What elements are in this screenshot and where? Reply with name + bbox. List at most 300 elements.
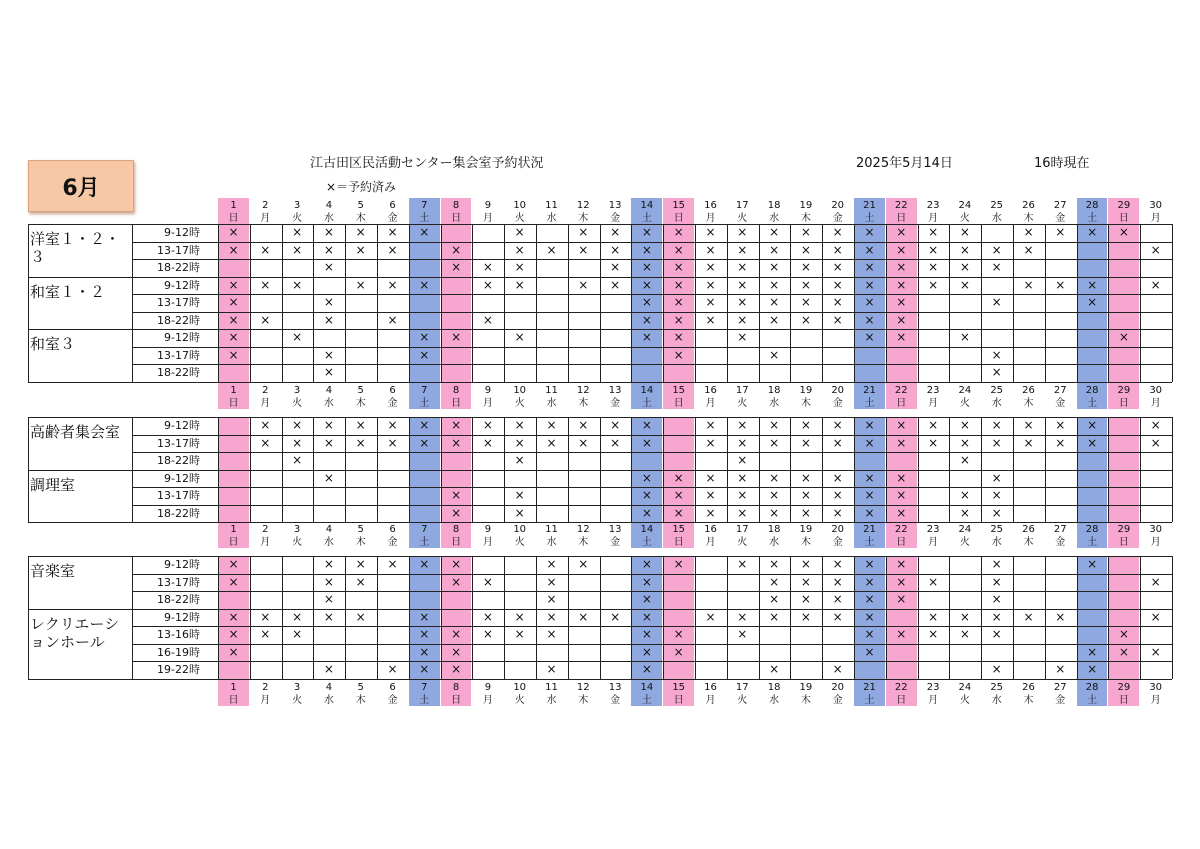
booked-mark: ×	[482, 277, 493, 292]
booked-mark: ×	[991, 295, 1002, 309]
weekday: 木	[1023, 398, 1034, 409]
weekday: 日	[896, 695, 907, 706]
weekday: 水	[991, 398, 1002, 409]
day-number: 3	[293, 385, 301, 396]
booked-mark: ×	[451, 260, 462, 274]
day-col-line	[854, 224, 855, 382]
day-header	[918, 384, 949, 410]
booked-mark: ×	[832, 609, 843, 624]
day-col-line	[663, 556, 664, 679]
weekday: 火	[959, 537, 970, 548]
booked-mark: ×	[1055, 609, 1066, 624]
day-header	[1013, 523, 1044, 549]
booked-mark: ×	[737, 277, 748, 292]
booked-mark: ×	[832, 435, 843, 450]
booked-mark: ×	[578, 609, 589, 624]
day-col-line	[790, 556, 791, 679]
booked-mark: ×	[387, 225, 398, 239]
booked-mark: ×	[673, 627, 684, 641]
day-number: 4	[325, 200, 333, 211]
day-col-line	[536, 556, 537, 679]
booked-mark: ×	[769, 312, 780, 327]
day-number: 2	[262, 524, 269, 535]
booked-mark: ×	[323, 592, 334, 606]
day-header	[886, 523, 917, 549]
booked-mark: ×	[387, 277, 398, 292]
booked-mark: ×	[673, 644, 684, 659]
day-number: 3	[293, 524, 301, 535]
booked-mark: ×	[514, 627, 525, 641]
weekday: 日	[451, 537, 462, 548]
day-header	[759, 681, 790, 707]
booked-mark: ×	[705, 435, 716, 450]
weekday: 土	[864, 695, 875, 706]
booked-mark: ×	[769, 488, 780, 502]
booked-mark: ×	[896, 557, 907, 571]
day-header	[854, 523, 885, 549]
day-col-line	[313, 417, 314, 522]
day-header	[1013, 384, 1044, 410]
booked-mark: ×	[800, 470, 811, 485]
weekday: 土	[419, 213, 430, 224]
day-col-line	[472, 417, 473, 522]
booked-mark: ×	[1023, 418, 1034, 432]
day-col-line	[536, 417, 537, 522]
day-header	[600, 199, 631, 225]
section-left	[28, 556, 29, 679]
booked-mark: ×	[800, 435, 811, 450]
day-number: 28	[1085, 200, 1099, 211]
weekday: 金	[832, 537, 843, 548]
booked-mark: ×	[514, 225, 525, 239]
day-col-line	[631, 224, 632, 382]
booked-mark: ×	[991, 418, 1002, 432]
booked-mark: ×	[355, 609, 366, 624]
day-number: 4	[325, 524, 333, 535]
day-header	[345, 681, 376, 707]
day-number: 7	[421, 524, 428, 535]
booked-mark: ×	[323, 295, 334, 309]
time-slot: 13-17時	[157, 243, 200, 257]
booked-mark: ×	[896, 627, 907, 641]
time-slot: 9-12時	[164, 331, 200, 344]
room-name: レクリエーションホール	[30, 614, 120, 651]
booked-mark: ×	[292, 609, 303, 624]
day-header	[981, 199, 1012, 225]
booked-mark: ×	[419, 627, 430, 641]
day-header	[949, 523, 980, 549]
time-slot: 13-17時	[157, 489, 200, 502]
day-number: 15	[672, 385, 686, 396]
day-number: 16	[704, 385, 717, 396]
day-col-line	[949, 417, 950, 522]
weekday: 日	[1118, 213, 1129, 224]
weekday: 水	[991, 537, 1002, 548]
day-number: 25	[990, 200, 1004, 211]
booked-mark: ×	[991, 470, 1002, 485]
day-number: 1	[230, 524, 237, 535]
booked-mark: ×	[959, 505, 970, 520]
day-header	[536, 199, 567, 225]
day-number: 19	[799, 385, 813, 396]
day-header	[377, 384, 408, 410]
day-number: 29	[1117, 385, 1131, 396]
booked-mark: ×	[228, 609, 239, 624]
day-header	[1045, 681, 1076, 707]
booked-mark: ×	[1087, 662, 1098, 676]
booked-mark: ×	[769, 418, 780, 432]
day-header	[854, 199, 885, 225]
day-col-line	[790, 224, 791, 382]
booked-mark: ×	[610, 418, 621, 432]
day-header	[1140, 681, 1171, 707]
booked-mark: ×	[800, 418, 811, 432]
booked-mark: ×	[673, 488, 684, 502]
booked-mark: ×	[864, 295, 875, 309]
booked-mark: ×	[959, 435, 970, 450]
day-col-line	[409, 417, 410, 522]
day-col-line	[981, 417, 982, 522]
day-number: 8	[452, 200, 460, 211]
booked-mark: ×	[546, 557, 557, 571]
booked-mark: ×	[991, 347, 1002, 362]
booked-mark: ×	[292, 418, 303, 432]
time-slot: 9-12時	[164, 226, 200, 239]
day-number: 12	[576, 200, 590, 211]
booked-mark: ×	[387, 557, 398, 571]
booked-mark: ×	[864, 242, 875, 257]
day-number: 22	[894, 682, 908, 693]
booked-mark: ×	[991, 365, 1002, 379]
booked-mark: ×	[514, 242, 525, 257]
booked-mark: ×	[228, 312, 239, 327]
weekday: 日	[228, 213, 239, 224]
booked-mark: ×	[1150, 609, 1161, 624]
booked-mark: ×	[355, 574, 366, 589]
day-col-line	[949, 224, 950, 382]
booked-mark: ×	[641, 644, 652, 659]
day-header	[1140, 199, 1171, 225]
day-col-line	[250, 417, 251, 522]
booked-mark: ×	[451, 627, 462, 641]
day-header	[727, 681, 758, 707]
day-number: 2	[262, 385, 269, 396]
day-number: 13	[608, 200, 622, 211]
day-header	[250, 523, 281, 549]
booked-mark: ×	[323, 312, 334, 327]
day-header	[918, 523, 949, 549]
day-col-line	[600, 224, 601, 382]
booked-mark: ×	[896, 470, 907, 485]
weekday: 月	[260, 213, 271, 224]
booked-mark: ×	[641, 312, 652, 327]
booked-mark: ×	[673, 505, 684, 520]
weekday: 月	[482, 537, 493, 548]
booked-mark: ×	[705, 609, 716, 624]
booked-mark: ×	[896, 330, 907, 344]
booked-mark: ×	[482, 418, 493, 432]
day-col-line	[409, 556, 410, 679]
booked-mark: ×	[864, 574, 875, 589]
booked-mark: ×	[260, 277, 271, 292]
day-header	[441, 384, 472, 410]
day-header	[313, 384, 344, 410]
day-number: 1	[230, 682, 237, 693]
weekday: 木	[578, 398, 589, 409]
day-number: 14	[640, 200, 654, 211]
booked-mark: ×	[673, 277, 684, 292]
day-header	[409, 523, 440, 549]
booked-mark: ×	[451, 435, 462, 450]
day-number: 5	[357, 682, 364, 693]
day-col-line	[886, 417, 887, 522]
booked-mark: ×	[1087, 557, 1098, 571]
booked-mark: ×	[1087, 277, 1098, 292]
booked-mark: ×	[864, 627, 875, 641]
day-header	[727, 384, 758, 410]
day-col-line	[282, 224, 283, 382]
booked-mark: ×	[737, 505, 748, 520]
booked-mark: ×	[991, 627, 1002, 641]
booked-mark: ×	[419, 644, 430, 659]
booked-mark: ×	[641, 488, 652, 502]
day-number: 5	[357, 524, 364, 535]
weekday: 土	[419, 398, 430, 409]
booked-mark: ×	[864, 488, 875, 502]
day-number: 20	[831, 524, 845, 535]
day-col-line	[441, 417, 442, 522]
time-slot: 13-17時	[157, 296, 200, 309]
day-col-line	[536, 224, 537, 382]
day-header	[949, 199, 980, 225]
day-number: 23	[926, 385, 940, 396]
day-number: 22	[894, 200, 908, 211]
weekday: 金	[1055, 537, 1066, 548]
day-number: 26	[1022, 200, 1035, 211]
day-header	[472, 681, 503, 707]
booked-mark: ×	[800, 505, 811, 520]
booked-mark: ×	[769, 277, 780, 292]
booked-mark: ×	[832, 470, 843, 485]
weekday: 月	[705, 213, 716, 224]
booked-mark: ×	[737, 330, 748, 344]
booked-mark: ×	[546, 242, 557, 257]
booked-mark: ×	[832, 574, 843, 589]
booked-mark: ×	[641, 418, 652, 432]
day-header	[886, 681, 917, 707]
time-slot: 13-16時	[157, 628, 200, 641]
booked-mark: ×	[928, 260, 939, 274]
day-col-line	[218, 556, 219, 679]
day-col-line	[472, 556, 473, 679]
weekday: 木	[800, 695, 811, 706]
booked-mark: ×	[832, 505, 843, 520]
weekday: 日	[673, 537, 684, 548]
booked-mark: ×	[546, 435, 557, 450]
day-header	[663, 199, 694, 225]
booked-mark: ×	[323, 574, 334, 589]
weekday: 水	[991, 695, 1002, 706]
weekday: 木	[355, 537, 366, 548]
day-number: 2	[262, 200, 269, 211]
day-header	[790, 523, 821, 549]
weekday: 火	[292, 537, 303, 548]
weekday: 月	[482, 695, 493, 706]
day-number: 25	[990, 524, 1004, 535]
day-number: 9	[484, 524, 492, 535]
weekday: 日	[228, 398, 239, 409]
booked-mark: ×	[387, 418, 398, 432]
booked-mark: ×	[705, 260, 716, 274]
booked-mark: ×	[641, 435, 652, 450]
day-number: 7	[421, 385, 428, 396]
day-number: 24	[958, 682, 972, 693]
booked-mark: ×	[737, 260, 748, 274]
day-col-line	[981, 224, 982, 382]
day-col-line	[918, 224, 919, 382]
weekday: 月	[1150, 695, 1161, 706]
day-header	[759, 199, 790, 225]
weekday: 日	[228, 537, 239, 548]
day-header	[1077, 523, 1108, 549]
booked-mark: ×	[800, 260, 811, 274]
booked-mark: ×	[864, 312, 875, 327]
booked-mark: ×	[451, 242, 462, 257]
day-col-line	[377, 417, 378, 522]
weekday: 火	[737, 398, 748, 409]
day-number: 24	[958, 524, 972, 535]
day-header	[631, 199, 662, 225]
weekday: 金	[387, 537, 398, 548]
day-col-line	[854, 556, 855, 679]
weekday: 月	[705, 398, 716, 409]
weekday: 火	[737, 537, 748, 548]
day-col-line	[313, 224, 314, 382]
day-number: 17	[735, 524, 749, 535]
booked-mark: ×	[864, 557, 875, 571]
weekday: 土	[864, 398, 875, 409]
booked-mark: ×	[1087, 418, 1098, 432]
day-col-line	[282, 556, 283, 679]
booked-mark: ×	[228, 225, 239, 239]
booked-mark: ×	[959, 488, 970, 502]
booked-mark: ×	[705, 505, 716, 520]
day-header	[822, 199, 853, 225]
booked-mark: ×	[355, 557, 366, 571]
weekday: 月	[1150, 398, 1161, 409]
day-number: 18	[767, 385, 781, 396]
booked-mark: ×	[896, 312, 907, 327]
weekday: 月	[260, 695, 271, 706]
day-number: 11	[545, 524, 558, 535]
day-number: 21	[863, 385, 876, 396]
day-number: 7	[421, 200, 428, 211]
booked-mark: ×	[928, 242, 939, 257]
day-number: 13	[608, 524, 622, 535]
day-header	[822, 384, 853, 410]
day-header	[409, 384, 440, 410]
day-header	[472, 384, 503, 410]
weekday: 水	[546, 537, 557, 548]
day-number: 30	[1149, 682, 1163, 693]
day-col-line	[313, 556, 314, 679]
weekday: 火	[514, 695, 525, 706]
booked-mark: ×	[800, 574, 811, 589]
day-header	[345, 199, 376, 225]
weekday: 月	[260, 537, 271, 548]
day-header	[854, 384, 885, 410]
booked-mark: ×	[451, 574, 462, 589]
booked-mark: ×	[387, 435, 398, 450]
day-header	[377, 199, 408, 225]
booked-mark: ×	[832, 260, 843, 274]
booked-mark: ×	[610, 225, 621, 239]
day-number: 27	[1053, 385, 1067, 396]
booked-mark: ×	[832, 277, 843, 292]
day-col-line	[250, 224, 251, 382]
booked-mark: ×	[832, 488, 843, 502]
booked-mark: ×	[673, 330, 684, 344]
booked-mark: ×	[578, 277, 589, 292]
booked-mark: ×	[896, 574, 907, 589]
booked-mark: ×	[896, 295, 907, 309]
day-number: 29	[1117, 200, 1131, 211]
weekday: 日	[896, 398, 907, 409]
weekday: 火	[514, 398, 525, 409]
booked-mark: ×	[292, 435, 303, 450]
day-col-line	[568, 417, 569, 522]
booked-mark: ×	[292, 242, 303, 257]
booked-mark: ×	[1023, 225, 1034, 239]
booked-mark: ×	[959, 260, 970, 274]
day-col-line	[1140, 417, 1141, 522]
day-header	[631, 681, 662, 707]
day-col-line	[504, 224, 505, 382]
booked-mark: ×	[800, 225, 811, 239]
day-number: 17	[735, 682, 749, 693]
booked-mark: ×	[705, 225, 716, 239]
booked-mark: ×	[482, 627, 493, 641]
day-header	[472, 523, 503, 549]
day-col-line	[377, 556, 378, 679]
day-col-line	[409, 224, 410, 382]
booked-mark: ×	[260, 312, 271, 327]
day-header	[441, 523, 472, 549]
booked-mark: ×	[737, 453, 748, 467]
day-header	[218, 681, 249, 707]
day-header	[1108, 681, 1139, 707]
booked-mark: ×	[610, 435, 621, 450]
booked-mark: ×	[228, 277, 239, 292]
weekday: 土	[641, 398, 652, 409]
booked-mark: ×	[991, 505, 1002, 520]
day-number: 9	[484, 385, 492, 396]
booked-mark: ×	[832, 418, 843, 432]
day-number: 15	[672, 524, 686, 535]
day-number: 3	[293, 682, 301, 693]
booked-mark: ×	[260, 609, 271, 624]
day-col-line	[1077, 556, 1078, 679]
day-col-line	[1045, 417, 1046, 522]
weekday: 金	[832, 213, 843, 224]
booked-mark: ×	[832, 242, 843, 257]
day-number: 20	[831, 200, 845, 211]
booked-mark: ×	[355, 435, 366, 450]
booked-mark: ×	[482, 609, 493, 624]
day-col-line	[759, 224, 760, 382]
day-number: 9	[484, 200, 492, 211]
day-number: 18	[767, 200, 781, 211]
